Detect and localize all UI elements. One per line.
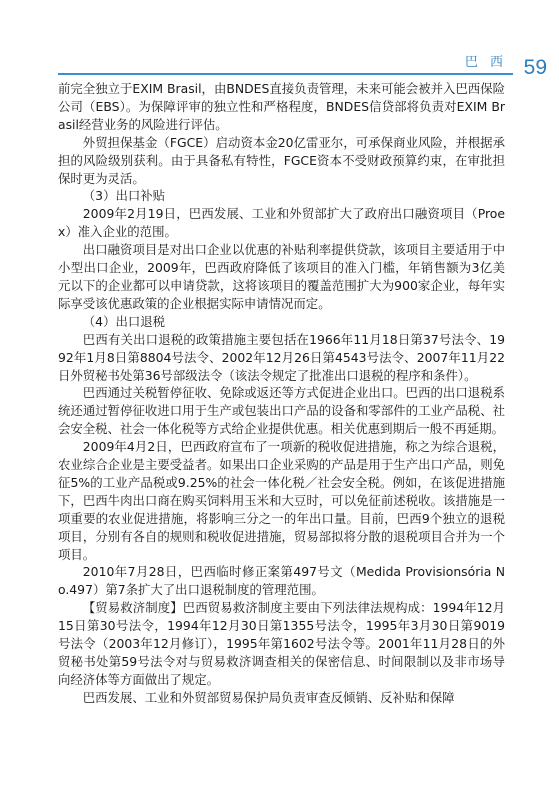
paragraph-trade-protection-bureau: 巴西发展、工业和外贸部贸易保护局负责审查反倾销、反补贴和保障 [82,689,455,705]
paragraph-fgce: 外贸担保基金（FGCE）启动资本金20亿雷亚尔，可承保商业风险，并根据承担的风险级别获利。由于具备私有特性，FGCE资本不受财政预算约束，在审批担保时更为灵活。 [58,134,505,186]
paragraph-provisional-measure: 2010年7月28日，巴西临时修正案第497号文（Medida Provisionsória No.497）第7条扩大了出口退税制度的管理范围。 [58,564,505,598]
paragraph-exim-brasil: 前完全独立于EXIM Brasil，由BNDES直接负责管理，未来可能会被并入巴西保险公司（EBS）。为保障评审的独立性和严格程度，BNDES信贷部将负责对EXIM Brasil经营业务的风险进行评估。 [58,81,505,132]
section-heading-export-tax-rebate: （4）出口退税 [82,313,166,329]
paragraph-proex: 2009年2月19日，巴西发展、工业和外贸部扩大了政府出口融资项目（Proex）准入企业的范围。 [58,206,505,240]
paragraph-trade-remedy: 【贸易救济制度】巴西贸易救济制度主要由下列法律法规构成：1994年12月15日第30号法令，1994年12月30日第1355号法令，1995年3月30日第9019号法令（2003年12月修订），1995年第1602号法令等。2001年11月28日的外贸秘书处第59号法令对与贸易救济调查相关的保密信息、时间限制以及非市场导向经济体等方面做出了规定。 [58,600,505,687]
body-text [58,80,505,707]
header-rule [58,73,513,75]
paragraph-export-financing: 出口融资项目是对出口企业以优惠的补贴利率提供贷款，该项目主要适用于中小型出口企业，2009年，巴西政府降低了该项目的准入门槛，年销售额为3亿美元以下的企业都可以申请贷款，这将该项目的覆盖范围扩大为900家企业，每年实际享受该优惠政策的企业根据实际申请情况而定。 [58,242,505,311]
page-header [0,0,559,90]
paragraph-integrated-rebate: 2009年4月2日，巴西政府宣布了一项新的税收促进措施，称之为综合退税，农业综合企业是主要受益者。如果出口企业采购的产品是用于生产出口产品，则免征5%的工业产品税或9.25%的社会一体化税／社会安全税。例如，在该促进措施下，巴西牛肉出口商在购买饲料用玉米和大豆时，可以免征前述税收。该措施是一项重要的农业促进措施，将影响三分之一的年出口量。目前，巴西9个独立的退税项目，分别有各自的规则和税收促进措施，贸易部拟将分散的退税项目合并为一个项目。 [58,439,505,562]
paragraph-tax-rebate-laws: 巴西有关出口退税的政策措施主要包括在1966年11月18日第37号法令、1992年1月8日第8804号法令、2002年12月26日第4543号法令、2007年11月22日外贸秘书处第36号部级法令（该法令规定了批准出口退税的程序和条件）。 [58,331,505,383]
page-number: 59 [523,56,547,79]
paragraph-tariff-suspension: 巴西通过关税暂停征收、免除或返还等方式促进企业出口。巴西的出口退税系统还通过暂停征收进口用于生产或包装出口产品的设备和零部件的工业产品税、社会安全税、社会一体化税等方式给企业提供优惠。相关优惠到期后一般不再延期。 [58,385,505,437]
running-header-title: 巴 西 [464,55,507,70]
section-heading-export-subsidy: （3）出口补贴 [82,188,166,204]
